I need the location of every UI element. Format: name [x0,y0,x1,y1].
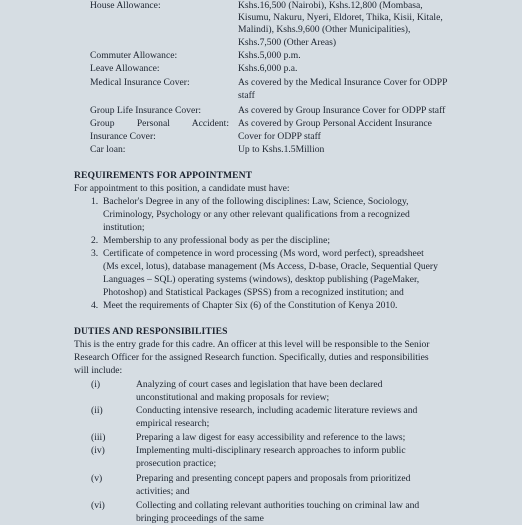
duty-number: (v) [91,473,103,484]
requirement-3-line-3: Languages – SQL) operating systems (windows), desktop publishing (PageMaker, [103,274,420,285]
duty-5-line-2: activities; and [136,486,190,497]
requirement-number: 3. [91,248,99,259]
group-accident-label-line-1: Group Personal Accident: [90,118,229,129]
duty-number: (vi) [91,500,105,511]
car-loan-value: Up to Kshs.1.5Million [238,144,325,155]
duty-number: (i) [91,379,101,390]
group-life-label: Group Life Insurance Cover: [90,105,202,116]
car-loan-label: Car loan: [90,144,126,155]
duty-4-line-2: prosecution practice; [136,458,217,469]
duty-2-line-1: Conducting intensive research, including academic literature reviews and [136,405,418,416]
duties-intro-line-3: will include: [74,365,123,376]
duty-1-line-2: unconstitutional and making proposals for review; [136,392,330,403]
medical-insurance-line-2: staff [238,90,255,101]
duty-5-line-1: Preparing and presenting concept papers and proposals from prioritized [136,473,411,484]
commuter-allowance-value: Kshs.5,000 p.m. [238,50,301,61]
group-accident-line-2: Cover for ODPP staff [238,131,321,142]
leave-allowance-label: Leave Allowance: [90,63,160,74]
house-allowance-line-4: Kshs.7,500 (Other Areas) [238,37,337,48]
duty-6-line-1: Collecting and collating relevant authorities touching on criminal law and [136,500,420,511]
duty-number: (iv) [91,445,105,456]
duty-number: (iii) [91,432,106,443]
requirement-number: 2. [91,235,99,246]
requirement-number: 4. [91,300,99,311]
house-allowance-line-2: Kisumu, Nakuru, Nyeri, Eldoret, Thika, Kisii, Kitale, [238,12,443,23]
requirement-3-line-1: Certificate of competence in word processing (Ms word, word perfect), spreadsheet [103,248,424,259]
house-allowance-line-1: Kshs.16,500 (Nairobi), Kshs.12,800 (Mombasa, [238,0,423,11]
requirement-4-line-1: Meet the requirements of Chapter Six (6) of the Constitution of Kenya 2010. [103,300,398,311]
group-accident-label-line-2: Insurance Cover: [90,131,156,142]
requirement-3-line-2: (Ms excel, lotus), database management (Ms Access, D-base, Oracle, Sequential Query [103,261,438,272]
duty-number: (ii) [91,405,103,416]
leave-allowance-value: Kshs.6,000 p.a. [238,63,298,74]
commuter-allowance-label: Commuter Allowance: [90,50,178,61]
requirements-intro: For appointment to this position, a candidate must have: [74,183,290,194]
duties-heading: DUTIES AND RESPONSIBILITIES [74,326,228,337]
medical-insurance-line-1: As covered by the Medical Insurance Cover for ODPP [238,77,448,88]
requirement-2-line-1: Membership to any professional body as per the discipline; [103,235,331,246]
duties-intro-line-1: This is the entry grade for this cadre. An officer at this level will be responsible to the Senior [74,339,430,350]
requirement-1-line-1: Bachelor's Degree in any of the following disciplines: Law, Science, Sociology, [103,196,409,207]
requirement-1-line-3: institution; [103,222,145,233]
duty-3-line-1: Preparing a law digest for easy accessibility and reference to the laws; [136,432,406,443]
house-allowance-label: House Allowance: [90,0,161,11]
requirements-heading: REQUIREMENTS FOR APPOINTMENT [74,170,253,181]
requirement-number: 1. [91,196,99,207]
duties-intro-line-2: Research Officer for the assigned Research function. Specifically, duties and responsibilities [74,352,429,363]
duty-2-line-2: empirical research; [136,418,210,429]
requirement-1-line-2: Criminology, Psychology or any other relevant qualifications from a recognized [103,209,410,220]
duty-4-line-1: Implementing multi-disciplinary research approaches to inform public [136,445,406,456]
duty-1-line-1: Analyzing of court cases and legislation that have been declared [136,379,383,390]
requirement-3-line-4: Photoshop) and Statistical Packages (SPSS) from a recognized institution; and [103,287,404,298]
group-accident-line-1: As covered by Group Personal Accident Insurance [238,118,432,129]
duty-6-line-2: bringing proceedings of the same [136,513,264,524]
medical-insurance-label: Medical Insurance Cover: [90,77,190,88]
group-life-value: As covered by Group Insurance Cover for ODPP staff [238,105,446,116]
house-allowance-line-3: Malindi), Kshs.9,600 (Other Municipalities), [238,24,411,35]
